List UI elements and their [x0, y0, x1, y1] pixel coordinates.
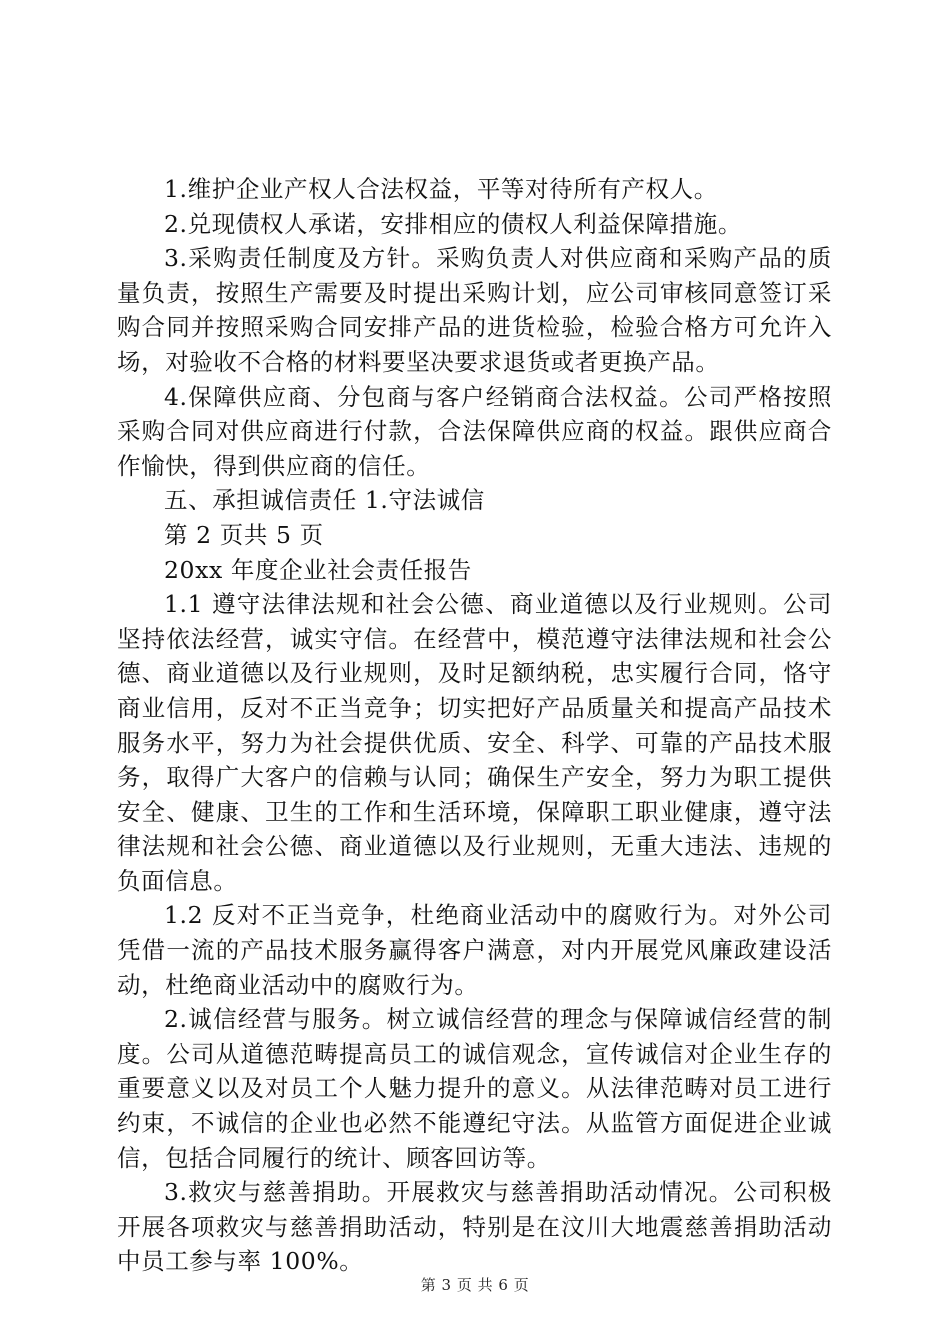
paragraph-4: 4.保障供应商、分包商与客户经销商合法权益。公司严格按照采购合同对供应商进行付款，合法保障供应商的权益。跟供应商合作愉快，得到供应商的信任。 — [117, 382, 832, 480]
paragraph-1: 1.维护企业产权人合法权益，平等对待所有产权人。 — [164, 175, 718, 203]
document-body — [117, 172, 832, 1279]
paragraph-8: 3.救灾与慈善捐助。开展救灾与慈善捐助活动情况。公司积极开展各项救灾与慈善捐助活动，特别是在汶川大地震慈善捐助活动中员工参与率 100%。 — [117, 1178, 832, 1276]
paragraph-6: 1.2 反对不正当竞争，杜绝商业活动中的腐败行为。对外公司凭借一流的产品技术服务赢得客户满意，对内开展党风廉政建设活动，杜绝商业活动中的腐败行为。 — [117, 901, 832, 999]
paragraph-3: 3.采购责任制度及方针。采购负责人对供应商和采购产品的质量负责，按照生产需要及时提出采购计划，应公司审核同意签订采购合同并按照采购合同安排产品的进货检验，检验合格方可允许入场，对验收不合格的材料要坚决要求退货或者更换产品。 — [117, 244, 832, 376]
section-heading: 五、承担诚信责任 1.守法诚信 — [164, 486, 485, 515]
inline-page-marker: 第 2 页共 5 页 — [164, 520, 324, 549]
page-footer: 第 3 页 共 6 页 — [420, 1276, 530, 1294]
paragraph-5: 1.1 遵守法律法规和社会公德、商业道德以及行业规则。公司坚持依法经营，诚实守信。在经营中，模范遵守法律法规和社会公德、商业道德以及行业规则，及时足额纳税，忠实履行合同，恪守商业信用，反对不正当竞争；切实把好产品质量关和提高产品技术服务水平，努力为社会提供优质、安全、科学、可靠的产品技术服务，取得广大客户的信赖与认同；确保生产安全，努力为职工提供安全、健康、卫生的工作和生活环境，保障职工职业健康，遵守法律法规和社会公德、商业道德以及行业规则，无重大违法、违规的负面信息。 — [117, 590, 832, 895]
report-title-line: 20xx 年度企业社会责任报告 — [164, 555, 472, 584]
paragraph-2: 2.兑现债权人承诺，安排相应的债权人利益保障措施。 — [164, 209, 742, 238]
paragraph-7: 2.诚信经营与服务。树立诚信经营的理念与保障诚信经营的制度。公司从道德范畴提高员工的诚信观念，宣传诚信对企业生存的重要意义以及对员工个人魅力提升的意义。从法律范畴对员工进行约束，不诚信的企业也必然不能遵纪守法。从监管方面促进企业诚信，包括合同履行的统计、顾客回访等。 — [117, 1005, 832, 1172]
